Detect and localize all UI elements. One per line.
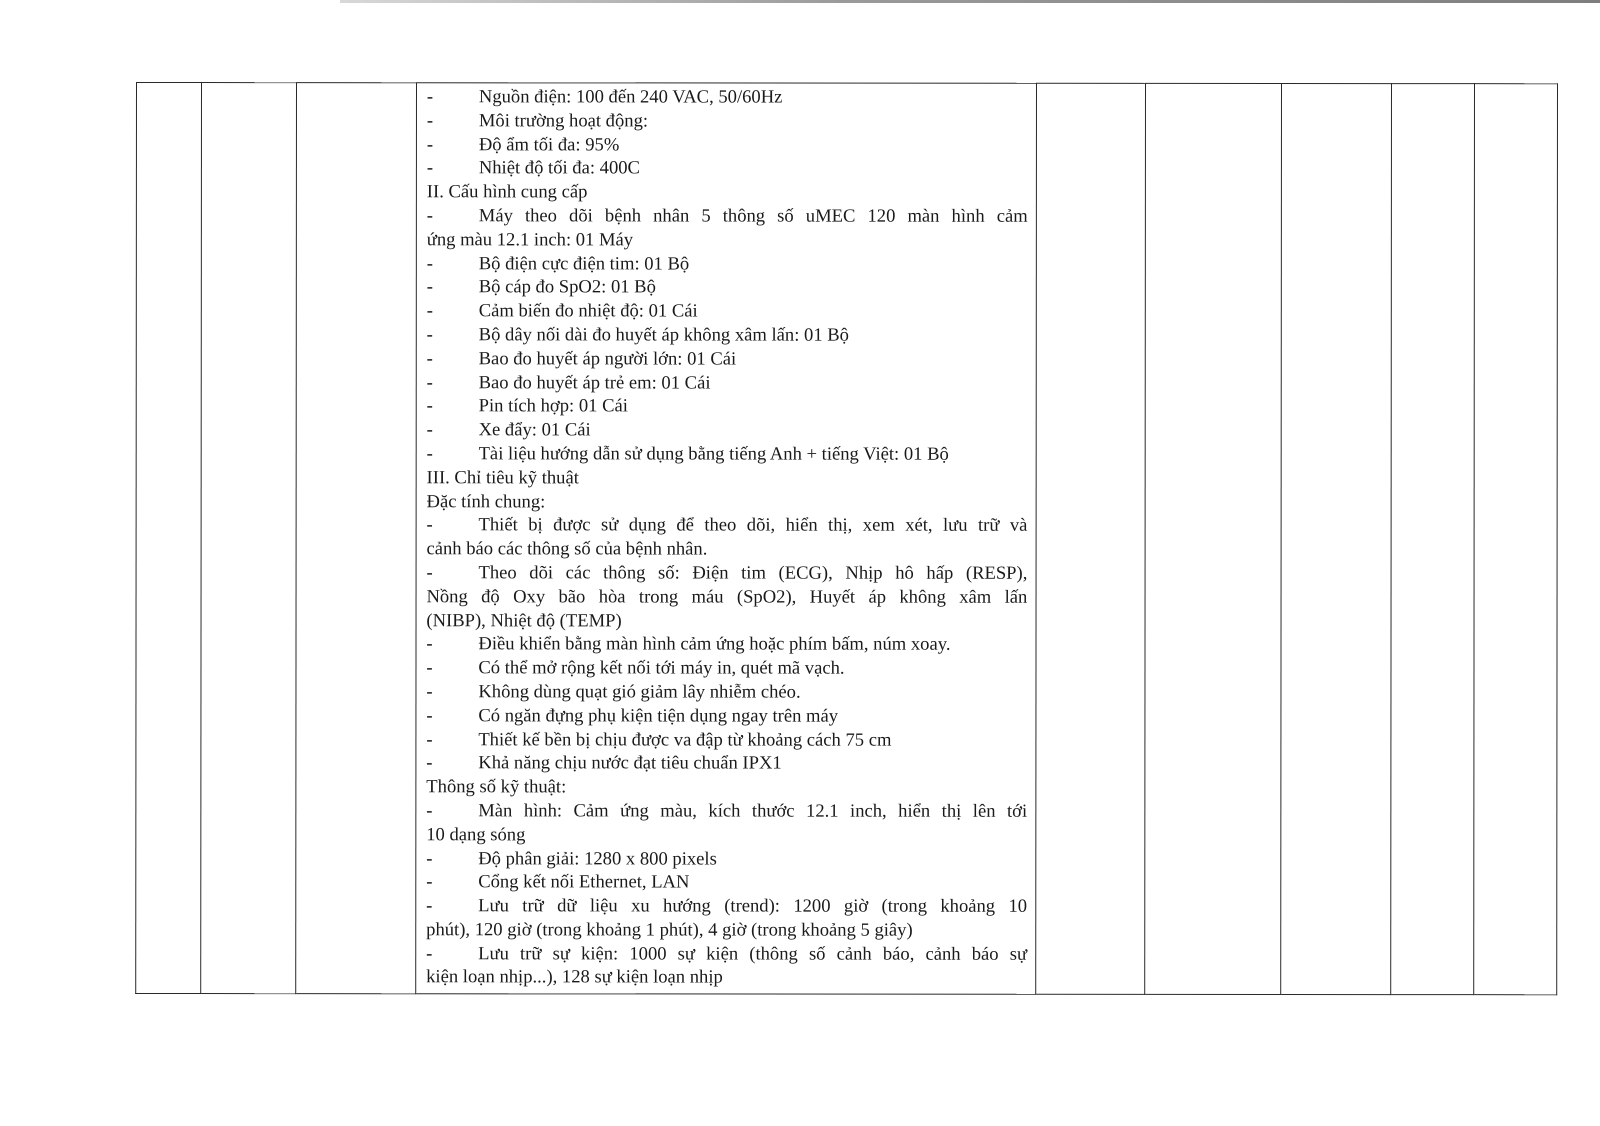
bullet-dash: -: [426, 157, 434, 179]
bullet-dash: -: [426, 704, 433, 726]
bullet-dash: -: [426, 514, 433, 536]
bullet-line: [427, 85, 1028, 109]
continuation-line: [426, 966, 1027, 990]
bullet-line: [426, 799, 1027, 823]
bullet-dash: -: [426, 657, 433, 679]
bullet-line: [427, 109, 1028, 133]
table-row: [136, 83, 1558, 995]
bullet-dash: -: [426, 252, 433, 274]
spec-lines: [426, 85, 1028, 990]
section-heading: [427, 466, 1028, 490]
bullet-line: [427, 204, 1028, 228]
bullet-dash: -: [426, 276, 433, 298]
line-text: Bộ điện cực điện tim: 01 Bộ: [478, 252, 690, 275]
line-text: Pin tích hợp: 01 Cái: [478, 395, 628, 417]
bullet-line: [426, 728, 1027, 752]
line-text: Độ ẩm tối đa: 95%: [478, 133, 620, 156]
line-text: Bộ dây nối dài đo huyết áp không xâm lấn: 01 Bộ: [478, 324, 849, 346]
bullet-line: [427, 252, 1028, 276]
line-text: Môi trường hoạt động:: [478, 110, 649, 132]
bullet-dash: -: [426, 443, 433, 465]
line-text: kiện loạn nhịp...), 128 sự kiện loạn nhịp: [426, 966, 723, 988]
line-text: Bao đo huyết áp người lớn: 01 Cái: [478, 348, 737, 370]
bullet-dash: -: [426, 681, 433, 703]
bullet-line: [427, 133, 1028, 157]
section-heading: [427, 490, 1028, 514]
bullet-dash: -: [426, 752, 433, 774]
line-text: III. Chỉ tiêu kỹ thuật: [426, 467, 579, 489]
line-text: Thông số kỹ thuật:: [426, 776, 567, 798]
bullet-dash: -: [426, 562, 433, 584]
line-text: II. Cấu hình cung cấp: [426, 181, 588, 203]
col-empty-8: [1391, 84, 1475, 995]
bullet-dash: -: [426, 633, 433, 655]
line-text: Bao đo huyết áp trẻ em: 01 Cái: [478, 371, 711, 394]
col-empty-6: [1144, 83, 1281, 994]
bullet-dash: -: [426, 205, 434, 227]
bullet-dash: -: [426, 133, 434, 155]
spec-table: [135, 82, 1558, 995]
scan-edge: [340, 0, 1600, 3]
bullet-line: [427, 347, 1028, 371]
line-text: cảnh báo các thông số của bệnh nhân.: [426, 538, 708, 560]
line-text: Màn hình: Cảm ứng màu, kích thước 12.1 inch, hiển thị lên tới: [478, 800, 1028, 822]
col-empty-1: [136, 83, 202, 994]
line-text: 10 dạng sóng: [426, 823, 526, 846]
bullet-dash: -: [426, 895, 433, 917]
col-empty-2: [201, 83, 296, 994]
line-text: Độ phân giải: 1280 x 800 pixels: [478, 847, 717, 870]
bullet-line: [427, 323, 1028, 347]
line-text: Nồng độ Oxy bão hòa trong máu (SpO2), Huyết áp không xâm lấn: [426, 585, 1028, 608]
line-text: Cổng kết nối Ethernet, LAN: [478, 871, 690, 893]
bullet-dash: -: [426, 871, 433, 893]
continuation-line: [426, 537, 1027, 561]
bullet-line: [426, 942, 1027, 966]
bullet-line: [426, 752, 1027, 776]
bullet-dash: -: [426, 110, 434, 132]
section-heading: [427, 180, 1028, 204]
line-text: Không dùng quạt gió giảm lây nhiễm chéo.: [478, 681, 801, 703]
bullet-line: [426, 680, 1027, 704]
continuation-line: [426, 585, 1027, 609]
bullet-dash: -: [426, 942, 433, 964]
col-empty-7: [1281, 83, 1392, 994]
col-empty-9: [1474, 84, 1557, 995]
line-text: Khả năng chịu nước đạt tiêu chuẩn IPX1: [478, 752, 782, 774]
bullet-dash: -: [426, 728, 433, 750]
line-text: Điều khiển bằng màn hình cảm ứng hoặc phím bấm, núm xoay.: [478, 633, 951, 656]
bullet-line: [427, 157, 1028, 181]
bullet-dash: -: [426, 86, 434, 108]
line-text: Máy theo dõi bệnh nhân 5 thông số uMEC 120 màn hình cảm: [478, 205, 1028, 227]
col-empty-3: [296, 83, 417, 994]
bullet-line: [426, 656, 1027, 680]
line-text: Có thể mở rộng kết nối tới máy in, quét mã vạch.: [478, 657, 845, 679]
line-text: Theo dõi các thông số: Điện tim (ECG), Nhịp hô hấp (RESP),: [478, 562, 1028, 584]
bullet-line: [426, 847, 1027, 871]
bullet-line: [426, 561, 1027, 585]
bullet-dash: -: [426, 371, 433, 393]
line-text: Thiết kế bền bị chịu được va đập từ khoảng cách 75 cm: [478, 728, 892, 751]
bullet-line: [427, 514, 1028, 538]
bullet-dash: -: [426, 800, 433, 822]
line-text: phút), 120 giờ (trong khoảng 1 phút), 4 giờ (trong khoảng 5 giây): [426, 919, 913, 941]
bullet-line: [426, 894, 1027, 918]
line-text: Nhiệt độ tối đa: 400C: [478, 157, 640, 179]
line-text: (NIBP), Nhiệt độ (TEMP): [426, 609, 622, 631]
line-text: Cảm biến đo nhiệt độ: 01 Cái: [478, 300, 698, 322]
bullet-line: [426, 871, 1027, 895]
spec-content-cell: [416, 83, 1037, 995]
section-heading: [426, 775, 1027, 799]
line-text: Lưu trữ sự kiện: 1000 sự kiện (thông số cảnh báo, cảnh báo sự: [478, 942, 1028, 965]
bullet-dash: -: [426, 847, 433, 869]
line-text: Đặc tính chung:: [426, 490, 546, 512]
line-text: Bộ cáp đo SpO2: 01 Bộ: [478, 276, 656, 298]
bullet-line: [427, 299, 1028, 323]
bullet-dash: -: [426, 324, 433, 346]
bullet-line: [427, 418, 1028, 442]
line-text: Có ngăn đựng phụ kiện tiện dụng ngay trên máy: [478, 705, 839, 727]
continuation-line: [426, 918, 1027, 942]
bullet-line: [427, 442, 1028, 466]
line-text: Xe đẩy: 01 Cái: [478, 419, 591, 441]
bullet-line: [427, 395, 1028, 419]
bullet-line: [426, 704, 1027, 728]
continuation-line: [426, 823, 1027, 847]
continuation-line: [427, 228, 1028, 252]
line-text: Nguồn điện: 100 đến 240 VAC, 50/60Hz: [478, 86, 783, 108]
line-text: Tài liệu hướng dẫn sử dụng bằng tiếng Anh + tiếng Việt: 01 Bộ: [478, 443, 949, 465]
bullet-dash: -: [426, 300, 433, 322]
bullet-dash: -: [426, 395, 433, 417]
bullet-line: [427, 371, 1028, 395]
continuation-line: [426, 609, 1027, 633]
bullet-dash: -: [426, 348, 433, 370]
line-text: Lưu trữ dữ liệu xu hướng (trend): 1200 giờ (trong khoảng 10: [478, 895, 1028, 917]
line-text: Thiết bị được sử dụng để theo dõi, hiển thị, xem xét, lưu trữ và: [478, 514, 1028, 537]
col-empty-5: [1036, 83, 1146, 994]
line-text: ứng màu 12.1 inch: 01 Máy: [426, 229, 634, 251]
bullet-dash: -: [426, 419, 433, 441]
bullet-line: [426, 633, 1027, 657]
bullet-line: [427, 276, 1028, 300]
